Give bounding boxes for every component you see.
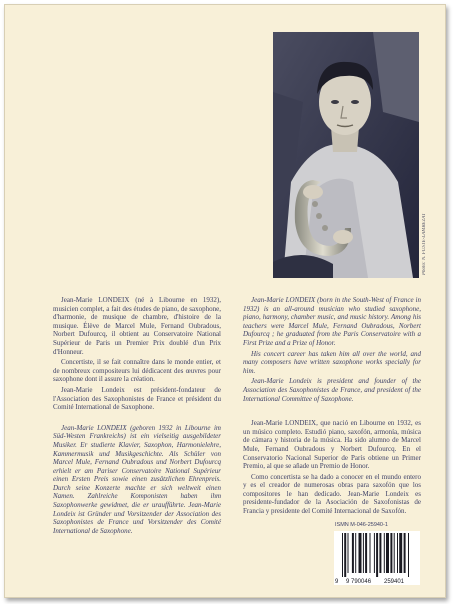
barcode-bar xyxy=(370,533,371,573)
barcode-lead-digit: 9 xyxy=(335,579,339,585)
barcode-bar xyxy=(355,533,356,573)
barcode-bar xyxy=(384,533,385,573)
barcode-bar xyxy=(374,533,375,573)
barcode-bar xyxy=(342,533,343,577)
back-cover-page xyxy=(4,4,446,598)
barcode-bar xyxy=(365,533,367,573)
barcode-bar xyxy=(376,533,378,577)
barcode xyxy=(334,531,420,585)
right-column xyxy=(243,296,421,518)
barcode-bar xyxy=(348,533,349,573)
barcode-bar xyxy=(379,533,381,573)
spanish-bio-paragraph-1: Jean-Marie LONDEIX, que nació en Libourne en 1932, es un músico completo. Estudió piano, saxofón, armonía, música de cámara y historia de la música. Ha sido alumno de Marcel Mule, Fernand Oubradous y Norbert Dufourcq. En el Conservatorio Nacional Superior de París obtiene un Primer Premio, al que se añade un Premio de Honor. xyxy=(243,419,421,471)
barcode-bar xyxy=(408,533,409,577)
english-bio-paragraph-2: His concert career has taken him all over the world, and many composers have written saxophone works specially for him. xyxy=(243,349,421,375)
portrait-photo xyxy=(273,32,419,278)
barcode-bar xyxy=(386,533,389,573)
spanish-bio-paragraph-2: Como concertista se ha dado a conocer en el mundo entero y es el creador de numerosas obras para saxofón que los compositores le han dedicado. Jean-Marie Londeix es presidente-fundador de la Asociación de Saxofonistas de Francia y presidente del Comité Internacional de Saxofón. xyxy=(243,472,421,516)
left-column xyxy=(53,296,221,537)
barcode-bar xyxy=(363,533,364,573)
french-bio-paragraph-1: Jean-Marie LONDEIX (né à Libourne en 1932), musicien complet, a fait des études de piano, de saxophone, d'harmonie, de musique de chambre, d'histoire de la musique. Élève de Marcel Mule, Fernand Oubradous, Norbert Dufourcq, il obtient au Conservatoire National Supérieur de Paris un Premier Prix doublé d'un Prix d'Honneur. xyxy=(53,296,221,356)
german-bio-paragraph: Jean-Marie LONDEIX (geboren 1932 in Libourne im Süd-Westen Frankreichs) ist ein vielseitig ausgebildeter Musiker. Er studierte Klavier, Saxophon, Harmonielehre, Kammermusik und Musikgeschichte. Als Schüler von Marcel Mule, Fernand Oubradous und Norbert Dufourcq erhielt er am Pariser Conservatoire National Supérieur einen Ersten Preis sowie einen zusätzlichen Ehrenpreis. Durch seine Konzerte machte er sich weltweit einen Namen. Zahlreiche Komponisten haben ihm Saxophonwerke gewidmet, die er uraufführte. Jean-Marie Londeix ist Gründer und Vorsitzender der Association des Saxophonistes de France und Vorsitzender des Comité International de Saxophone. xyxy=(53,423,221,535)
barcode-bar xyxy=(344,533,346,577)
ismn-number: ISMN M-046-25940-1 xyxy=(335,522,388,528)
barcode-digits-left: 9 790046 xyxy=(346,579,372,585)
barcode-digits-right: 259401 xyxy=(384,579,405,585)
barcode-bar xyxy=(399,533,402,573)
english-bio-paragraph-1: Jean-Marie LONDEIX (born in the South-West of France in 1932) is an all-around musician who studied saxophone, piano, harmony, chamber music, and music history. Among his teachers were Marcel Mule, Fernand Oubradous, Norbert Dufourcq ; he graduated from the Paris Conservatoire with a First Prize and a Prize of Honor. xyxy=(243,296,421,347)
french-bio-paragraph-2: Concertiste, il se fait connaître dans le monde entier, et de nombreux compositeurs lui dédicacent des œuvres pour saxophone dont il assure la création. xyxy=(53,358,221,384)
barcode-bar xyxy=(390,533,392,573)
barcode-bar xyxy=(352,533,354,573)
barcode-bar xyxy=(404,533,406,573)
barcode-bar xyxy=(359,533,362,573)
french-bio-paragraph-3: Jean-Marie Londeix est président-fondateur de l'Association des Saxophonistes de France et président du Comité International de Saxophone. xyxy=(53,385,221,412)
photo-credit: Photo: N. FUSTE-LAMBEZAT xyxy=(422,213,427,275)
english-bio-paragraph-3: Jean-Marie Londeix is president and founder of the Association des Saxophonistes de France, and president of the International Committee of Saxophone. xyxy=(243,377,421,403)
portrait-image xyxy=(273,32,419,278)
barcode-bar xyxy=(394,533,395,573)
barcode-bar xyxy=(397,533,398,573)
